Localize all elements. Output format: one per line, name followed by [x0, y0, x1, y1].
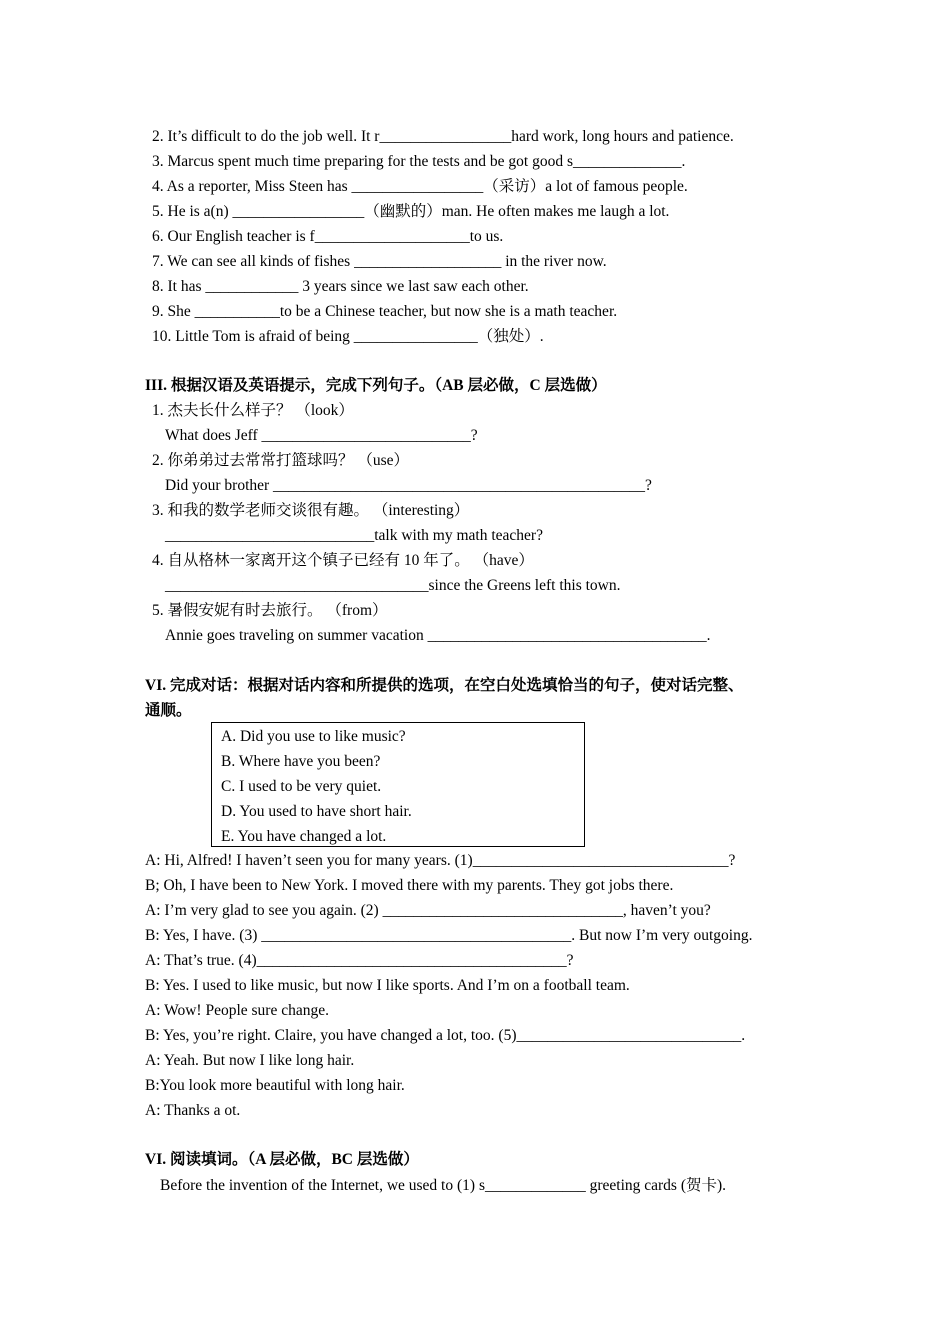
section-iii-heading: III. 根据汉语及英语提示，完成下列句子。（AB 层必做，C 层选做） [145, 377, 607, 394]
dialogue-line: B: Yes, you’re right. Claire, you have changed a lot, too. (5)_____________________________. [145, 1027, 746, 1044]
option-a: A. Did you use to like music? [221, 728, 406, 745]
fill-blank-item-4: 4. As a reporter, Miss Steen has _________________（采访）a lot of famous people. [152, 178, 688, 195]
translation-prompt-3: 3. 和我的数学老师交谈很有趣。 （interesting） [152, 502, 470, 519]
translation-prompt-5: 5. 暑假安妮有时去旅行。 （from） [152, 602, 388, 619]
translation-answer-1: What does Jeff ___________________________? [165, 427, 478, 444]
dialogue-line: B: Yes, I have. (3) ________________________________________. But now I’m very outgoing. [145, 927, 753, 944]
translation-answer-5: Annie goes traveling on summer vacation ____________________________________. [165, 627, 711, 644]
translation-prompt-1: 1. 杰夫长什么样子？ （look） [152, 402, 354, 419]
option-b: B. Where have you been? [221, 753, 381, 770]
fill-blank-item-2: 2. It’s difficult to do the job well. It r_________________hard work, long hours and patience. [152, 128, 734, 145]
translation-answer-3: ___________________________talk with my math teacher? [165, 527, 543, 544]
dialogue-line: B:You look more beautiful with long hair. [145, 1077, 405, 1094]
option-e: E. You have changed a lot. [221, 828, 387, 845]
dialogue-line: A: Thanks a ot. [145, 1102, 241, 1119]
dialogue-line: A: Yeah. But now I like long hair. [145, 1052, 355, 1069]
translation-prompt-4: 4. 自从格林一家离开这个镇子已经有 10 年了。 （have） [152, 552, 534, 569]
dialogue-line: A: Wow! People sure change. [145, 1002, 329, 1019]
fill-blank-item-7: 7. We can see all kinds of fishes ___________________ in the river now. [152, 253, 607, 270]
dialogue-line: B; Oh, I have been to New York. I moved there with my parents. They got jobs there. [145, 877, 674, 894]
option-d: D. You used to have short hair. [221, 803, 412, 820]
translation-prompt-2: 2. 你弟弟过去常常打篮球吗？ （use） [152, 452, 410, 469]
reading-passage-line: Before the invention of the Internet, we used to (1) s_____________ greeting cards (贺卡). [160, 1177, 727, 1194]
translation-answer-4: __________________________________since the Greens left this town. [165, 577, 621, 594]
dialogue-line: B: Yes. I used to like music, but now I like sports. And I’m on a football team. [145, 977, 630, 994]
section-vi-reading-heading: VI. 阅读填词。（A 层必做，BC 层选做） [145, 1151, 419, 1168]
translation-answer-2: Did your brother ________________________________________________? [165, 477, 652, 494]
fill-blank-item-5: 5. He is a(n) _________________（幽默的）man. He often makes me laugh a lot. [152, 203, 670, 220]
dialogue-line: A: Hi, Alfred! I haven’t seen you for many years. (1)_________________________________? [145, 852, 736, 869]
dialogue-line: A: That’s true. (4)________________________________________? [145, 952, 574, 969]
fill-blank-item-8: 8. It has ____________ 3 years since we last saw each other. [152, 278, 529, 295]
option-c: C. I used to be very quiet. [221, 778, 382, 795]
section-vi-dialogue-heading-cont: 通顺。 [145, 702, 192, 719]
fill-blank-item-6: 6. Our English teacher is f____________________to us. [152, 228, 504, 245]
section-vi-dialogue-heading: VI. 完成对话：根据对话内容和所提供的选项，在空白处选填恰当的句子，使对话完整、 [145, 677, 744, 694]
fill-blank-item-10: 10. Little Tom is afraid of being ________________（独处）. [152, 328, 544, 345]
dialogue-line: A: I’m very glad to see you again. (2) _______________________________, haven’t you? [145, 902, 711, 919]
fill-blank-item-3: 3. Marcus spent much time preparing for the tests and be got good s______________. [152, 153, 686, 170]
options-box [211, 722, 585, 847]
fill-blank-item-9: 9. She ___________to be a Chinese teacher, but now she is a math teacher. [152, 303, 618, 320]
